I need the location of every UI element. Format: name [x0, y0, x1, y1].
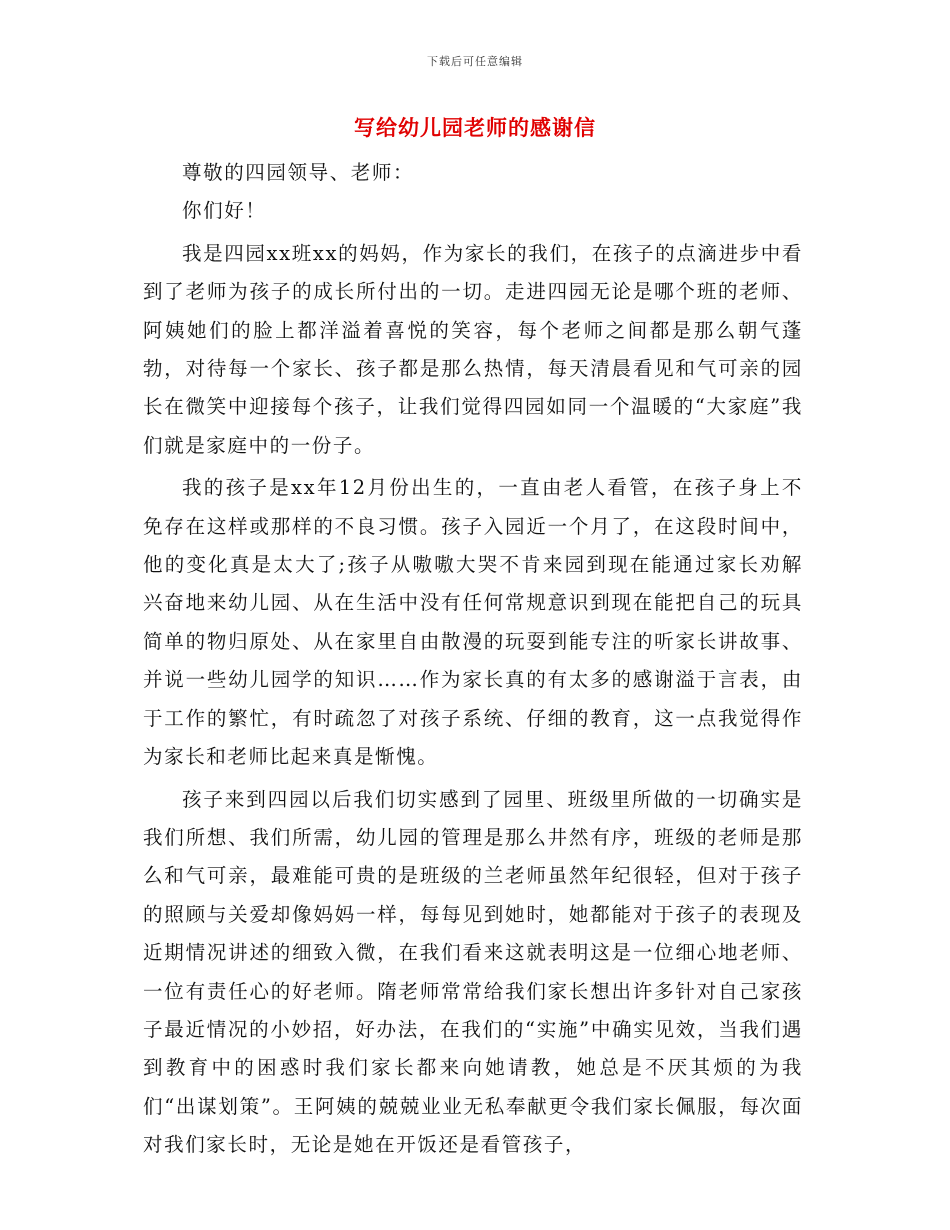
header-note: 下载后可任意编辑	[427, 55, 523, 68]
greeting: 你们好！	[182, 199, 267, 223]
paragraph-3: 孩子来到四园以后我们切实感到了园里、班级里所做的一切确实是我们所想、我们所需，幼儿园的管理是那么井然有序，班级的老师是那么和气可亲，最难能可贵的是班级的兰老师虽然年纪很轻，但对于孩子的照顾与关爱却像妈妈一样，每每见到她时，她都能对于孩子的表现及近期情况讲述的细致入微，在我们看来这就表明这是一位细心地老师、一位有责任心的好老师。隋老师常常给我们家长想出许多针对自己家孩子最近情况的小妙招，好办法，在我们的“实施”中确实见效，当我们遇到教育中的困惑时我们家长都来向她请教，她总是不厌其烦的为我们“出谋划策”。王阿姨的兢兢业业无私奉献更令我们家长佩服，每次面对我们家长时，无论是她在开饭还是看管孩子，	[143, 787, 803, 1157]
document-title: 写给幼儿园老师的感谢信	[354, 116, 596, 140]
paragraph-1: 我是四园xx班xx的妈妈，作为家长的我们，在孩子的点滴进步中看到了老师为孩子的成长所付出的一切。走进四园无论是哪个班的老师、阿姨她们的脸上都洋溢着喜悦的笑容，每个老师之间都是那么朝气蓬勃，对待每一个家长、孩子都是那么热情，每天清晨看见和气可亲的园长在微笑中迎接每个孩子，让我们觉得四园如同一个温暖的“大家庭”我们就是家庭中的一份子。	[143, 241, 803, 457]
salutation: 尊敬的四园领导、老师：	[182, 161, 415, 184]
paragraph-2: 我的孩子是xx年12月份出生的，一直由老人看管，在孩子身上不免存在这样或那样的不良习惯。孩子入园近一个月了，在这段时间中，他的变化真是太大了;孩子从嗷嗷大哭不肯来园到现在能通过家长劝解兴奋地来幼儿园、从在生活中没有任何常规意识到现在能把自己的玩具简单的物归原处、从在家里自由散漫的玩耍到能专注的听家长讲故事、并说一些幼儿园学的知识……作为家长真的有太多的感谢溢于言表，由于工作的繁忙，有时疏忽了对孩子系统、仔细的教育，这一点我觉得作为家长和老师比起来真是惭愧。	[143, 476, 803, 769]
document-body	[143, 154, 803, 1165]
